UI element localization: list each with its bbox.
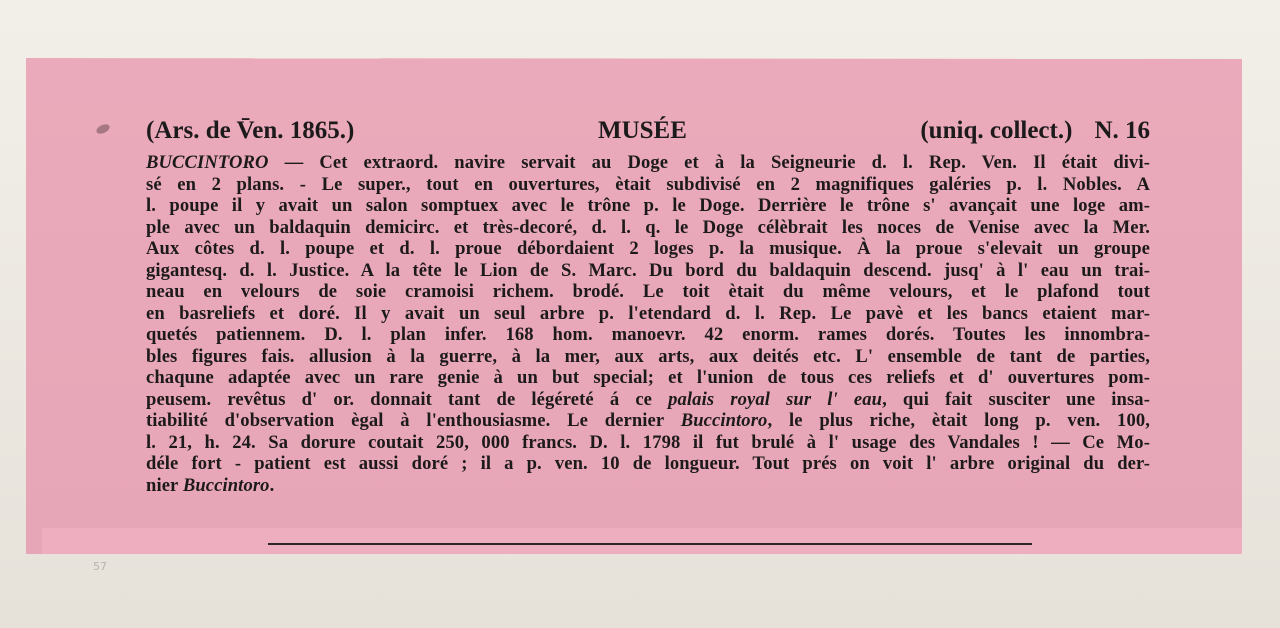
body-text: gigantesq. d. l. Justice. A la tête le Lion de S. Marc. Du bord du baldaquin descend. jusq' à l' eau un trai- xyxy=(146,259,1150,281)
body-italic-text: BUCCINTORO xyxy=(146,152,269,173)
body-line xyxy=(146,152,1150,174)
body-line xyxy=(146,453,1150,475)
body-text: nier xyxy=(146,474,183,496)
body-italic-text: Buccintoro xyxy=(680,410,768,431)
body-line xyxy=(146,432,1150,454)
body-line xyxy=(146,281,1150,303)
body-text: en basreliefs et doré. Il y avait un seul arbre p. l'etendard d. l. Rep. Le pavè et les bancs etaient mar- xyxy=(146,302,1150,324)
body-text: bles figures fais. allusion à la guerre, à la mer, aux arts, aux deités etc. L' ensemble de tant de parties, xyxy=(146,345,1150,367)
header-arsenal: (Ars. de V̄en. 1865.) xyxy=(146,117,355,144)
body-text: quetés patiennem. D. l. plan infer. 168 hom. manoevr. 42 enorm. rames dorés. Toutes les innombra- xyxy=(146,324,1150,345)
body-text: l. 21, h. 24. Sa dorure coutait 250, 000 francs. D. l. 1798 il fut brulé à l' usage des Vandales ! — Ce Mo- xyxy=(146,431,1150,453)
body-line xyxy=(146,410,1150,432)
header-number: N. 16 xyxy=(1094,117,1150,144)
body-text: l. poupe il y avait un salon somptuex avec le trône p. le Doge. Derrière le trône s' avançait une loge am- xyxy=(146,195,1150,216)
body-text: sé en 2 plans. - Le super., tout en ouvertures, ètait subdivisé en 2 magnifiques galéries p. l. Nobles. A xyxy=(146,173,1150,195)
header-collection-text: (uniq. collect.) xyxy=(920,117,1073,144)
bottom-rule xyxy=(268,543,1032,545)
body-text: chaqune adaptée avec un rare genie à un but special; et l'union de tous ces reliefs et d' ouvertures pom- xyxy=(146,367,1150,388)
body-line xyxy=(146,367,1150,389)
corner-mark: 57 xyxy=(93,560,107,573)
body-line xyxy=(146,238,1150,260)
body-text: déle fort - patient est aussi doré ; il a p. ven. 10 de longueur. Tout prés on voit l' arbre original du der- xyxy=(146,453,1150,474)
body-text: , le plus riche, ètait long p. ven. 100, xyxy=(767,410,1150,431)
body-line xyxy=(146,303,1150,325)
body-line xyxy=(146,324,1150,346)
body-line xyxy=(146,174,1150,196)
body-text: neau en velours de soie cramoisi richem. brodé. Le toit ètait du même velours, et le plafond tout xyxy=(146,281,1150,302)
body-line xyxy=(146,389,1150,411)
body-text: . xyxy=(269,474,275,496)
header-collection xyxy=(920,117,1150,145)
header-musee: MUSÉE xyxy=(598,117,687,144)
body-line xyxy=(146,475,1150,497)
body-italic-text: palais royal sur l' eau xyxy=(668,388,883,410)
body-text: , qui fait susciter une insa- xyxy=(882,388,1150,410)
body-text: Aux côtes d. l. poupe et d. l. proue débordaient 2 loges p. la musique. À la proue s'elevait un groupe xyxy=(146,238,1150,259)
label-text-block xyxy=(146,112,1150,496)
body-text: — Cet extraord. navire servait au Doge et à la Seigneurie d. l. Rep. Ven. Il était divi- xyxy=(268,152,1150,173)
label-body xyxy=(146,152,1150,496)
body-text: ple avec un baldaquin demicirc. et très-decoré, d. l. q. le Doge célèbrait les noces de Venise avec la Mer. xyxy=(146,216,1150,238)
label-header xyxy=(146,112,1150,152)
body-line xyxy=(146,217,1150,239)
label-bottom-band xyxy=(42,528,1242,554)
body-italic-text: Buccintoro xyxy=(182,474,270,496)
body-line xyxy=(146,260,1150,282)
body-line xyxy=(146,346,1150,368)
body-text: tiabilité d'observation ègal à l'enthousiasme. Le dernier xyxy=(146,410,681,431)
body-text: peusem. revêtus d' or. donnait tant de légéreté á ce xyxy=(146,388,669,410)
body-line xyxy=(146,195,1150,217)
